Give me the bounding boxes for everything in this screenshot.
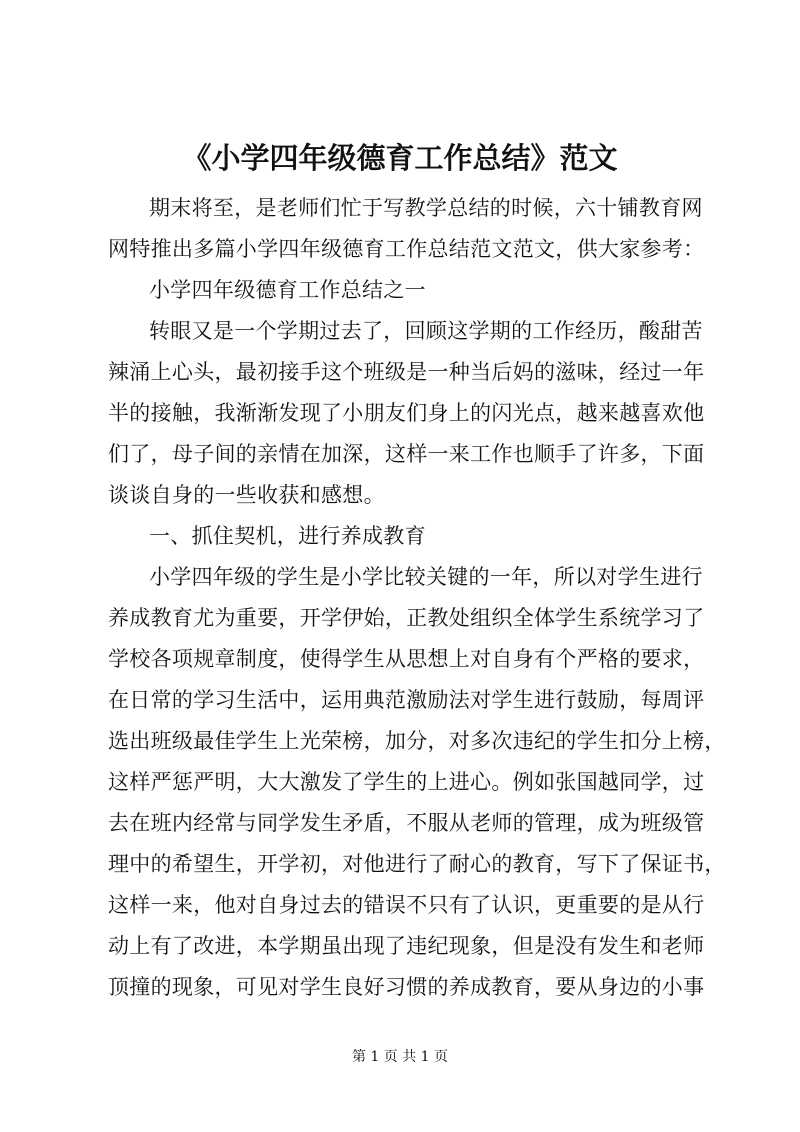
body-line: 养成教育尤为重要，开学伊始，正教处组织全体学生系统学习了: [108, 606, 705, 630]
body-line: 动上有了改进，本学期虽出现了违纪现象，但是没有发生和老师: [108, 934, 705, 958]
body-line: 转眼又是一个学期过去了，回顾这学期的工作经历，酸甜苦: [149, 319, 703, 343]
body-line: 选出班级最佳学生上光荣榜，加分，对多次违纪的学生扣分上榜，: [108, 729, 726, 753]
body-line: 在日常的学习生活中，运用典范激励法对学生进行鼓励，每周评: [108, 688, 705, 712]
body-line: 顶撞的现象，可见对学生良好习惯的养成教育，要从身边的小事: [108, 975, 705, 999]
body-line: 去在班内经常与同学发生矛盾，不服从老师的管理，成为班级管: [108, 811, 705, 835]
body-line: 们了，母子间的亲情在加深，这样一来工作也顺手了许多，下面: [108, 442, 705, 466]
body-line: 期末将至，是老师们忙于写教学总结的时候，六十铺教育网: [149, 196, 703, 220]
section-heading: 小学四年级德育工作总结之一: [149, 278, 426, 302]
section-heading: 一、抓住契机，进行养成教育: [149, 524, 426, 548]
body-line: 这样严惩严明，大大激发了学生的上进心。例如张国越同学，过: [108, 770, 705, 794]
body-line: 半的接触，我渐渐发现了小朋友们身上的闪光点，越来越喜欢他: [108, 401, 705, 425]
page-number-footer: 第 1 页 共 1 页: [351, 1049, 449, 1065]
body-line: 网特推出多篇小学四年级德育工作总结范文范文，供大家参考：: [108, 237, 705, 261]
body-line: 学校各项规章制度，使得学生从思想上对自身有个严格的要求，: [108, 647, 705, 671]
body-line: 小学四年级的学生是小学比较关键的一年，所以对学生进行: [149, 565, 703, 589]
body-line: 辣涌上心头，最初接手这个班级是一种当后妈的滋味，经过一年: [108, 360, 705, 384]
body-line: 理中的希望生，开学初，对他进行了耐心的教育，写下了保证书，: [108, 852, 726, 876]
document-title: 《小学四年级德育工作总结》范文: [182, 141, 618, 175]
body-line: 这样一来，他对自身过去的错误不只有了认识，更重要的是从行: [108, 893, 705, 917]
body-line: 谈谈自身的一些收获和感想。: [108, 483, 385, 507]
